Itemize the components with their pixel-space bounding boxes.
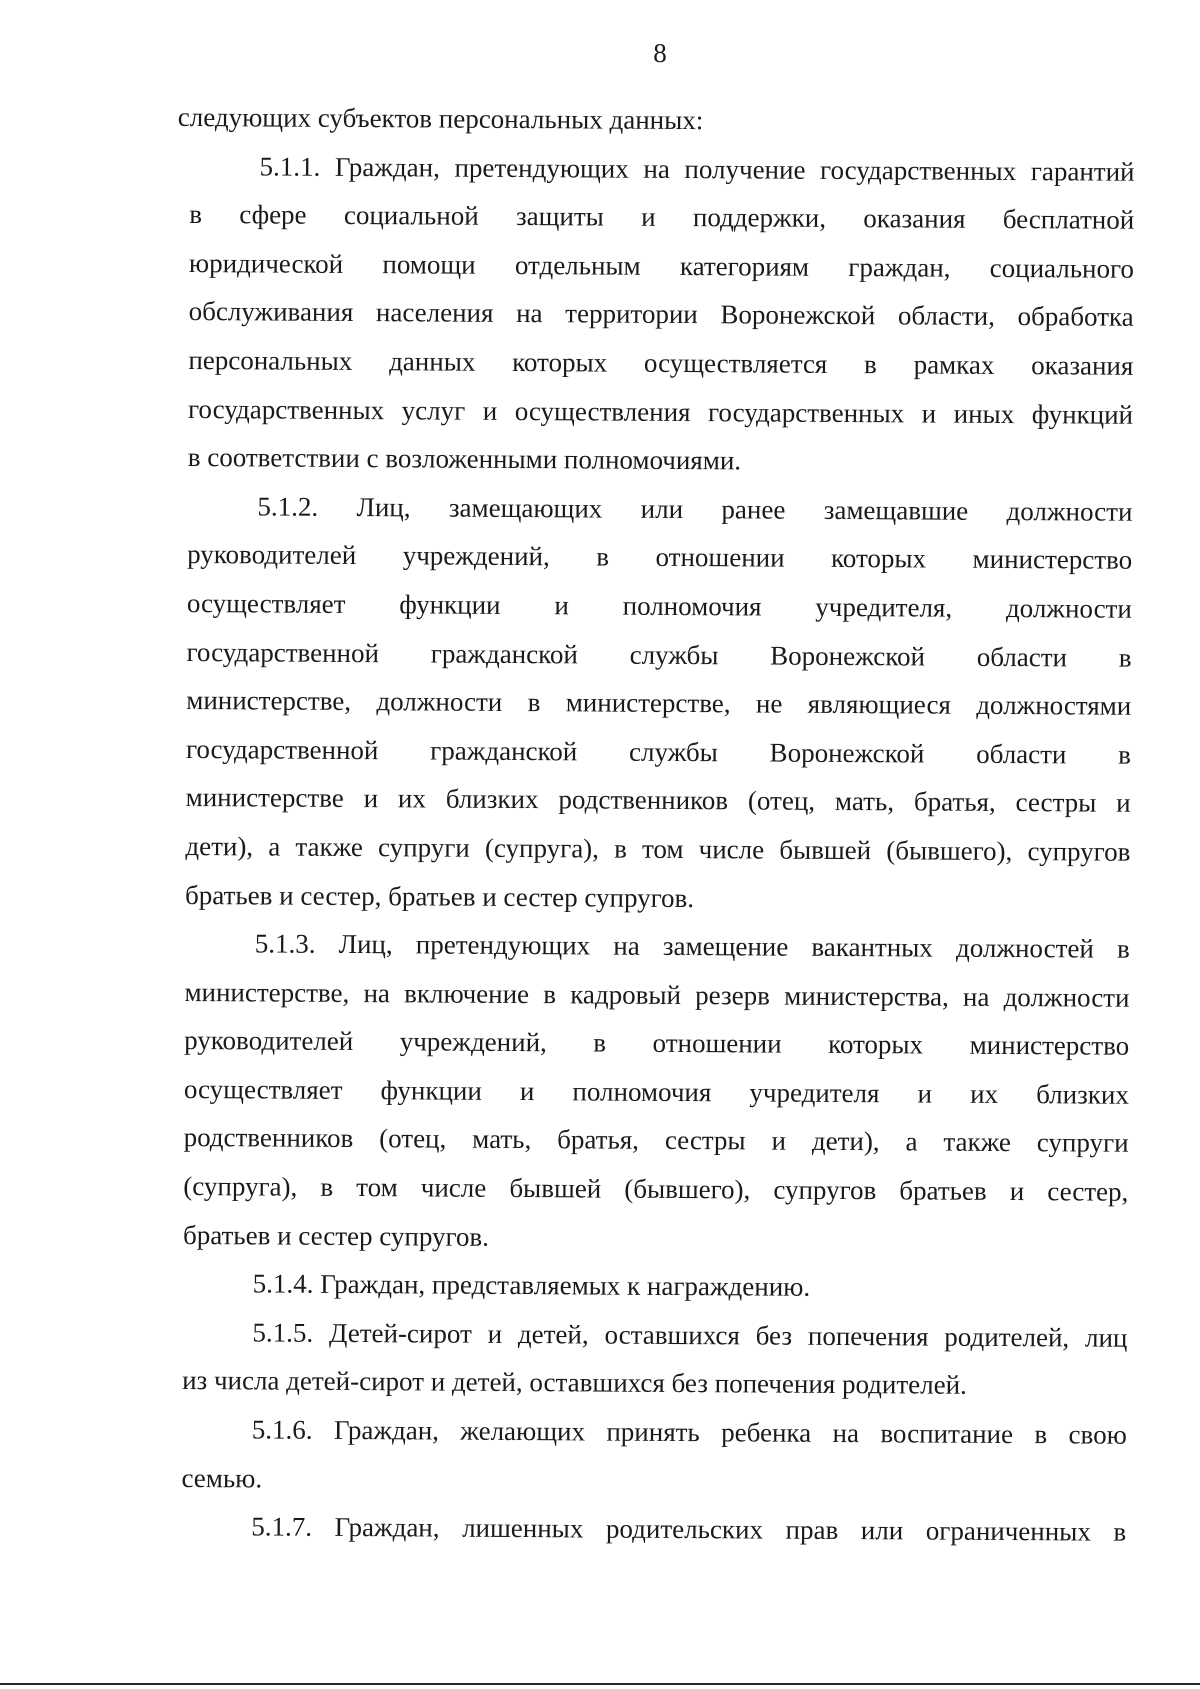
text-line: осуществляет функции и полномочия учредителя и их близких [183,1073,1129,1110]
paragraph-5-1-6-first-line: 5.1.6. Граждан, желающих принять ребенка на воспитание в свою [251,1414,1127,1450]
text-line: министерстве и их близких родственников (отец, мать, братья, сестры и [185,782,1131,819]
page-bottom-edge [0,1683,1200,1685]
text-line: братьев и сестер, братьев и сестер супругов. [185,879,695,913]
text-line: руководителей учреждений, в отношении которых министерство [184,1025,1130,1062]
paragraph-5-1-4-first-line: 5.1.4. Граждан, представляемых к награждению. [252,1268,811,1303]
text-line: братьев и сестер супругов. [182,1219,490,1252]
text-line: обслуживания населения на территории Воронежской области, обработка [188,296,1134,333]
text-line: в сфере социальной защиты и поддержки, оказания бесплатной [189,199,1135,235]
text-line: государственных услуг и осуществления государственных и иных функций [187,393,1134,430]
paragraph-5-1-2-first-line: 5.1.2. Лиц, замещающих или ранее замещавшие должности [257,491,1133,527]
text-line: дети), а также супруги (супруга), в том числе бывшей (бывшего), супругов [185,830,1131,867]
text-line: министерстве, должности в министерстве, не являющиеся должностями [186,685,1132,721]
text-line: осуществляет функции и полномочия учредителя, должности [186,587,1132,624]
text-line: в соответствии с возложенными полномочиями. [187,442,742,476]
text-line: министерстве, на включение в кадровый резерв министерства, на должности [184,976,1130,1013]
text-line: государственной гражданской службы Воронежской области в [185,733,1132,770]
text-line: юридической помощи отдельным категориям граждан, социального [188,247,1135,284]
text-line: семью. [181,1462,263,1494]
text-line: персональных данных которых осуществляется в рамках оказания [188,344,1134,381]
text-line: (супруга), в том числе бывшей (бывшего), супругов братьев и сестер, [183,1171,1129,1207]
page-number: 8 [653,38,667,68]
text-line: государственной гражданской службы Воронежской области в [186,636,1132,673]
paragraph-5-1-5-first-line: 5.1.5. Детей-сирот и детей, оставшихся без попечения родителей, лиц [252,1317,1128,1353]
paragraph-5-1-7-first-line: 5.1.7. Граждан, лишенных родительских прав или ограниченных в [251,1511,1127,1547]
document-body [177,93,1135,1557]
text-line: из числа детей-сирот и детей, оставшихся без попечения родителей. [182,1365,967,1401]
text-line: родственников (отец, мать, братья, сестры и дети), а также супруги [183,1122,1129,1159]
text-line: следующих субъектов персональных данных: [177,101,704,136]
paragraph-5-1-1-first-line: 5.1.1. Граждан, претендующих на получение государственных гарантий [259,151,1135,187]
text-line: руководителей учреждений, в отношении которых министерство [187,539,1133,576]
paragraph-5-1-3-first-line: 5.1.3. Лиц, претендующих на замещение вакантных должностей в [254,928,1130,964]
